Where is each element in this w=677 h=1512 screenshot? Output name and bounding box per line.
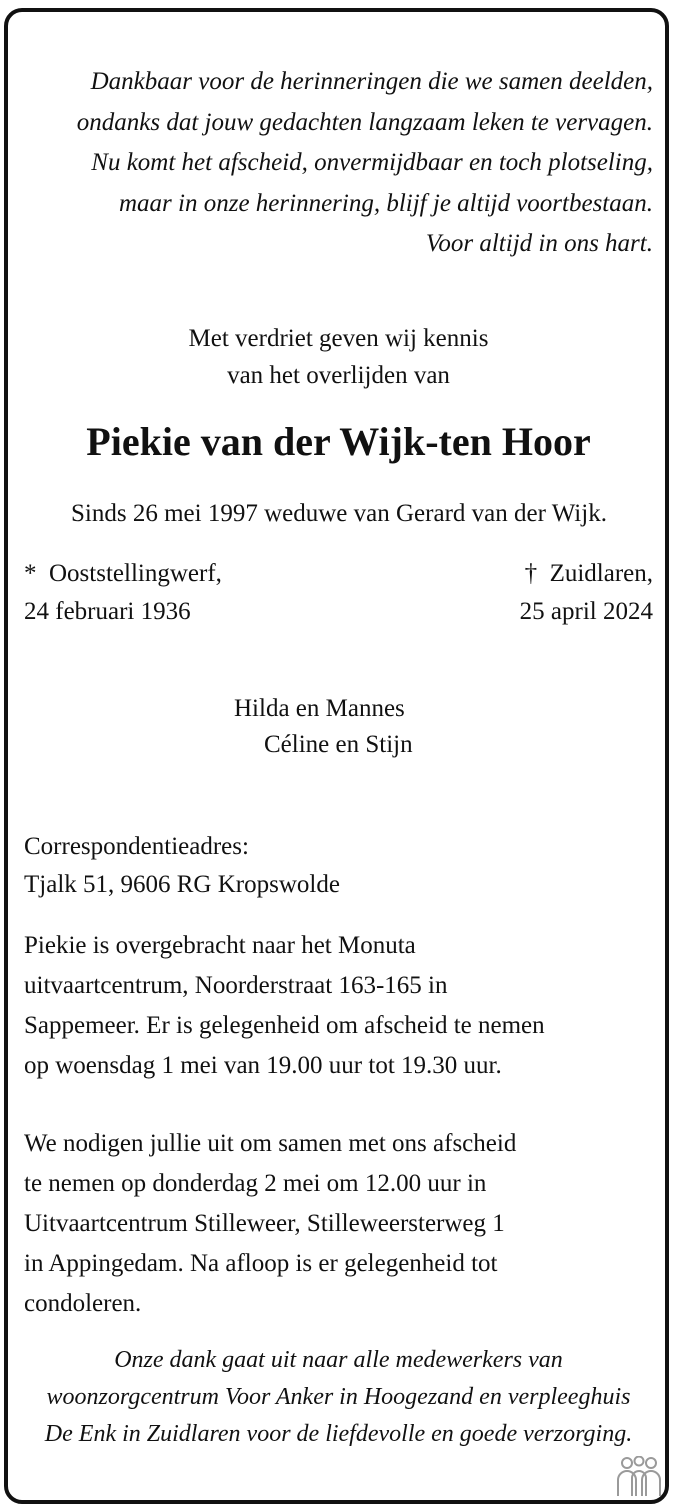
paragraph-line: Piekie is overgebracht naar het Monuta: [24, 932, 416, 959]
thanks-line: woonzorgcentrum Voor Anker in Hoogezand en verpleeghuis: [46, 1384, 631, 1410]
poem-line: maar in onze herinnering, blijf je altijd voortbestaan.: [119, 189, 653, 217]
paragraph-line: in Appingedam. Na afloop is er gelegenheid tot: [24, 1250, 498, 1277]
death-date: 25 april 2024: [519, 598, 653, 625]
birth-info: [24, 555, 222, 631]
correspondence-label: Correspondentieadres:: [24, 833, 249, 860]
family-line: Hilda en Mannes: [234, 695, 405, 722]
thanks-paragraph: [0, 1342, 677, 1453]
deceased-name: Piekie van der Wijk-ten Hoor: [86, 419, 591, 464]
announcement: [0, 320, 677, 394]
paragraph-line: We nodigen jullie uit om samen met ons afscheid: [24, 1130, 517, 1157]
paragraph-line: uitvaartcentrum, Noorderstraat 163-165 in: [24, 972, 448, 999]
correspondence-street: Tjalk 51, 9606 RG Kropswolde: [24, 871, 340, 898]
poem: [33, 62, 653, 265]
announcement-line: van het overlijden van: [227, 362, 450, 389]
announcement-line: Met verdriet geven wij kennis: [188, 325, 489, 352]
birth-symbol: *: [24, 560, 37, 587]
death-symbol: †: [524, 560, 538, 587]
thanks-line: Onze dank gaat uit naar alle medewerkers van: [114, 1347, 563, 1373]
poem-line: Nu komt het afscheid, onvermijdbaar en toch plotseling,: [91, 149, 653, 176]
birth-date: 24 februari 1936: [24, 598, 191, 625]
viewing-paragraph: [24, 926, 545, 1086]
widow-line: Sinds 26 mei 1997 weduwe van Gerard van der Wijk.: [71, 500, 607, 527]
family-names: [234, 691, 413, 763]
death-info: [520, 555, 653, 631]
paragraph-line: Uitvaartcentrum Stilleweer, Stilleweersterweg 1: [24, 1210, 505, 1237]
correspondence-address: [24, 828, 340, 904]
paragraph-line: te nemen op donderdag 2 mei om 12.00 uur in: [24, 1170, 487, 1197]
paragraph-line: condoleren.: [24, 1290, 142, 1317]
family-people-icon: [615, 1456, 663, 1498]
death-place: Zuidlaren,: [549, 560, 653, 587]
birth-place: Ooststellingwerf,: [49, 560, 222, 587]
poem-line: ondanks dat jouw gedachten langzaam leken te vervagen.: [76, 108, 653, 136]
thanks-line: De Enk in Zuidlaren voor de liefdevolle en goede verzorging.: [44, 1421, 633, 1447]
farewell-paragraph: [24, 1124, 516, 1324]
poem-line: Dankbaar voor de herinneringen die we samen deelden,: [90, 68, 653, 95]
paragraph-line: Sappemeer. Er is gelegenheid om afscheid te nemen: [24, 1012, 545, 1039]
poem-line: Voor altijd in ons hart.: [425, 230, 653, 257]
paragraph-line: op woensdag 1 mei van 19.00 uur tot 19.30 uur.: [24, 1052, 502, 1079]
family-line: Céline en Stijn: [264, 731, 413, 758]
